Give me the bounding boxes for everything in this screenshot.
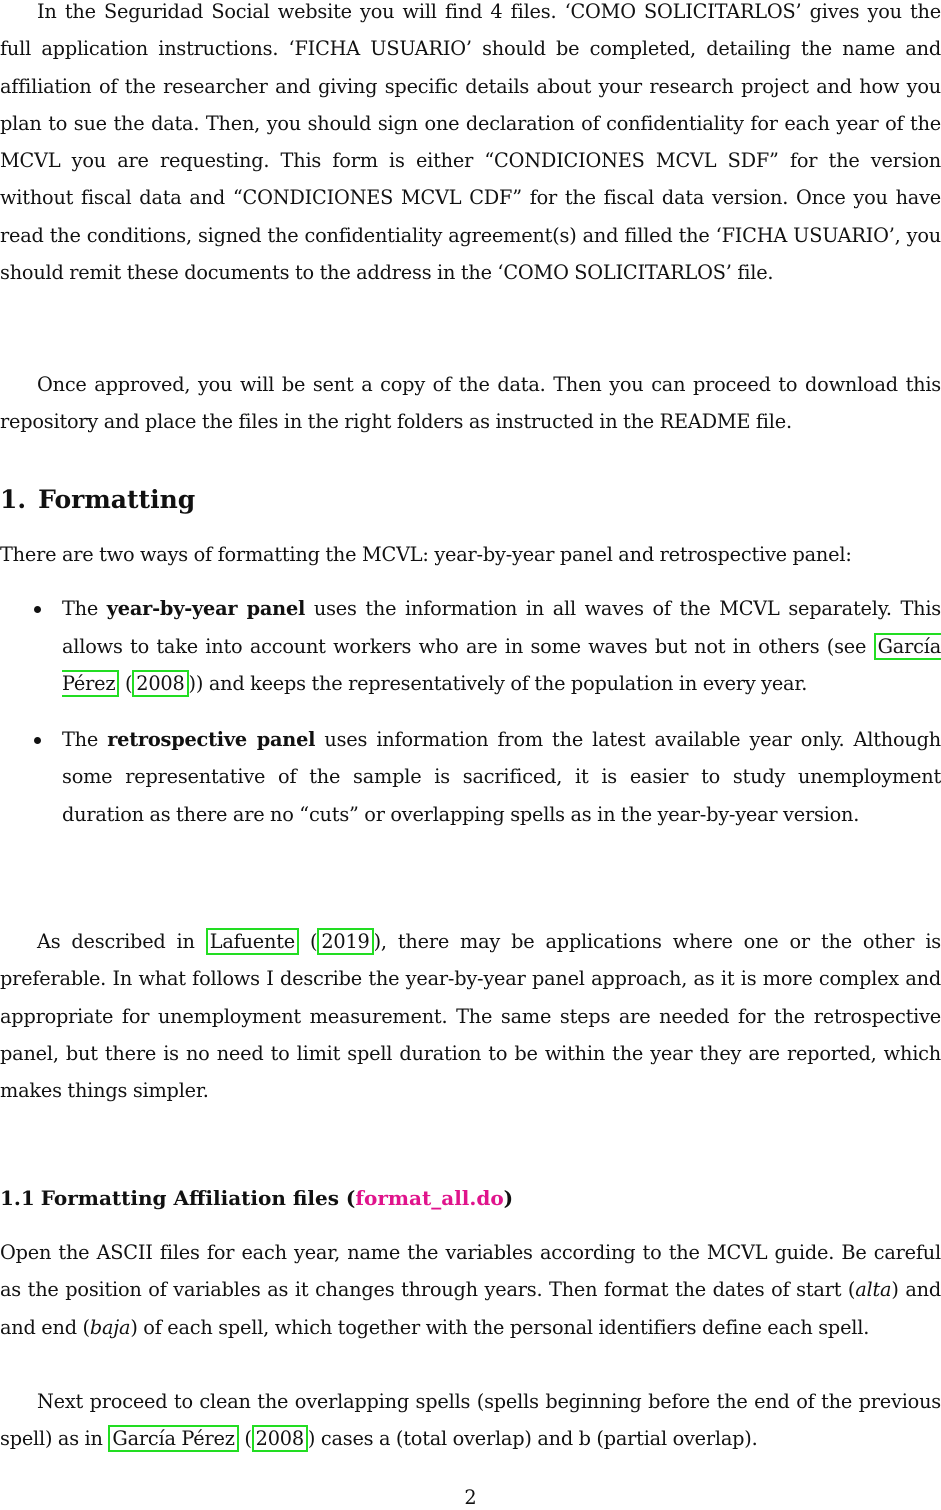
bullet-text: ( bbox=[119, 672, 133, 695]
bullet-dot-icon bbox=[34, 737, 41, 744]
citation-garcia-perez[interactable]: García Pérez bbox=[108, 1425, 238, 1452]
bold-term-year-by-year: year-by-year panel bbox=[106, 597, 306, 620]
section-number: 1. bbox=[0, 485, 27, 514]
paragraph-formatting-intro: There are two ways of formatting the MCVL: year-by-year panel and retrospective panel: bbox=[0, 543, 852, 566]
bullet-text: The bbox=[62, 727, 108, 751]
bullet-dot-icon bbox=[34, 606, 41, 613]
file-link-format-all[interactable]: format_all.do bbox=[355, 1186, 504, 1210]
subsection-number: 1.1 bbox=[0, 1186, 35, 1210]
bullet-text: uses the information in all waves of the MCVL separately. This allows to take into account workers who are in some waves but not in others (see bbox=[62, 597, 941, 658]
paragraph-text: ), there may be applications where one or the other is preferable. In what follows I describe the year-by-year panel approach, as it is more complex and appropriate for unemployment measurement. The same steps are needed for the retrospective panel, but there is no need to limit spell duration to be within the year they are reported, which makes things simpler. bbox=[0, 930, 941, 1103]
citation-year-2008[interactable]: 2008 bbox=[252, 1425, 308, 1452]
page-number: 2 bbox=[464, 1486, 477, 1509]
bullet-text: )) and keeps the representatively of the population in every year. bbox=[188, 672, 808, 695]
formatting-bullet-list bbox=[0, 590, 941, 833]
section-heading-formatting bbox=[0, 480, 195, 520]
bullet-retrospective bbox=[0, 721, 941, 834]
citation-lafuente[interactable]: Lafuente bbox=[206, 928, 299, 955]
subsection-heading-affiliation bbox=[0, 1180, 513, 1216]
citation-year-2019[interactable]: 2019 bbox=[317, 928, 373, 955]
subsection-title: Formatting Affiliation files ( bbox=[40, 1186, 356, 1210]
paragraph-once-approved: Once approved, you will be sent a copy of the data. Then you can proceed to download this repository and place the files in the right folders as instructed in the README file. bbox=[0, 373, 941, 434]
paragraph-text: ) of each spell, which together with the personal identifiers define each spell. bbox=[130, 1315, 870, 1339]
paragraph-text: Open the ASCII files for each year, name the variables according to the MCVL guide. Be careful as the position of variables as it changes through years. Then format the dates of start ( bbox=[0, 1241, 941, 1302]
paragraph-text: ( bbox=[298, 930, 318, 953]
paragraph-text: Next proceed to clean the overlapping spells (spells beginning before the end of the previous spell) as in bbox=[0, 1390, 941, 1451]
paragraph-open-ascii bbox=[0, 1234, 941, 1346]
bold-term-retrospective: retrospective panel bbox=[107, 727, 316, 751]
paragraph-as-described bbox=[0, 923, 941, 1109]
term-alta: alta bbox=[855, 1278, 892, 1302]
paragraph-text: ) and and end ( bbox=[0, 1278, 941, 1339]
paragraph-text: As described in bbox=[37, 930, 206, 953]
citation-year-2008[interactable]: 2008 bbox=[132, 670, 188, 697]
bullet-text: uses information from the latest available year only. Although some representative of the sample is sacrificed, it is easier to study unemployment duration as there are no “cuts” or overlapping spells as in the year-by-year version. bbox=[62, 727, 941, 826]
subsection-title-close: ) bbox=[503, 1186, 514, 1210]
bullet-year-by-year bbox=[0, 590, 941, 703]
paragraph-overlapping-spells bbox=[0, 1383, 941, 1458]
paragraph-text: ( bbox=[238, 1427, 252, 1451]
paragraph-text: ) cases a (total overlap) and b (partial overlap). bbox=[307, 1427, 758, 1451]
section-title: Formatting bbox=[38, 485, 196, 514]
paragraph-application-files: In the Seguridad Social website you will find 4 files. ‘COMO SOLICITARLOS’ gives you the full application instructions. ‘FICHA USUARIO’ should be completed, detailing the name and affiliation of the researcher and giving specific details about your research project and how you plan to sue the data. Then, you should sign one declaration of confidentiality for each year of the MCVL you are requesting. This form is either “CONDICIONES MCVL SDF” for the version without fiscal data and “CONDICIONES MCVL CDF” for the fiscal data version. Once you have read the conditions, signed the confidentiality agreement(s) and filled the ‘FICHA USUARIO’, you should remit these documents to the address in the ‘COMO SOLICITARLOS’ file. bbox=[0, 0, 941, 285]
citation-garcia-perez[interactable]: García Pérez bbox=[62, 634, 941, 695]
bullet-text: The bbox=[62, 597, 107, 620]
term-baja: baja bbox=[89, 1315, 131, 1339]
